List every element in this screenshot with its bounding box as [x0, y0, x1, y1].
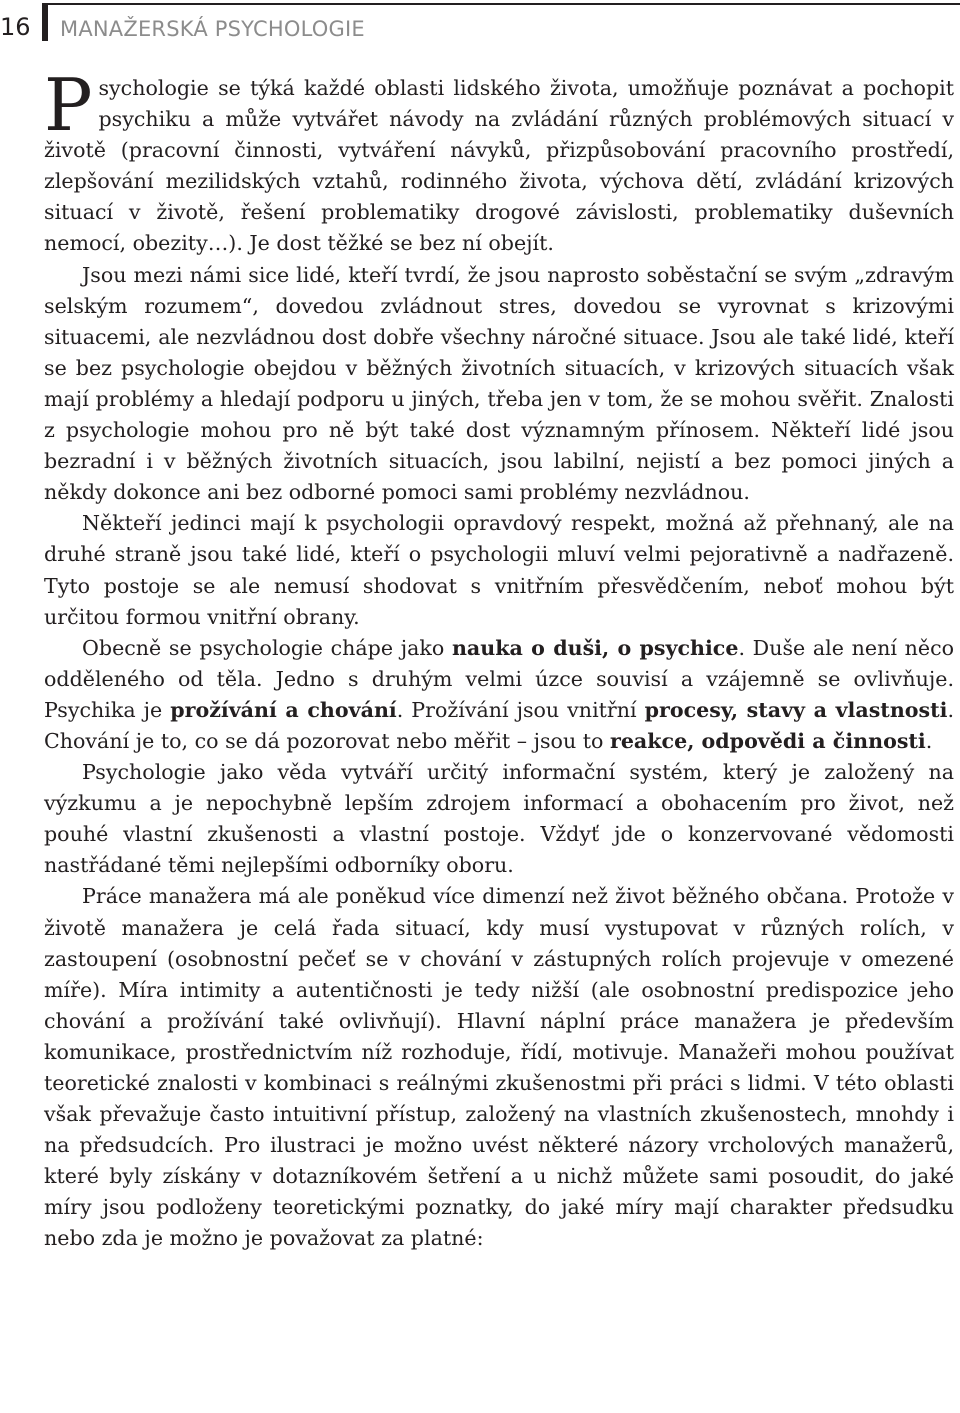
- p4-bold-3: procesy, stavy a vlastnosti: [644, 697, 948, 722]
- paragraph-1-text: sychologie se týká každé oblasti lidského života, umožňuje poznávat a pochopit psychiku a může vytvářet návody na zvládání různých problémových situací v životě (pracovní činnosti, vytváření návyků, přizpůsobování pracovního prostředí, zlepšování mezilidských vztahů, rodinného života, výchova dětí, zvládání krizových situací v životě, řešení problematiky drogové závislosti, problematiky duševních nemocí, obezity…). Je dost těžké se bez ní obejít.: [44, 76, 954, 256]
- drop-cap: P: [44, 63, 93, 147]
- paragraph-5: Psychologie jako věda vytváří určitý informační systém, který je založený na výzkumu a je nepochybně lepším zdrojem informací a obohacením pro život, než pouhé vlastní zkušenosti a vlastní postoje. Vždyť jde o konzervované vědomosti nastřádané těmi nejlepšími odborníky oboru.: [44, 760, 954, 878]
- p4-bold-2: prožívání a chování: [170, 697, 397, 722]
- header-horizontal-rule: [45, 3, 960, 5]
- paragraph-3: Někteří jedinci mají k psychologii opravdový respekt, možná až přehnaný, ale na druhé straně jsou také lidé, kteří o psychologii mluví velmi pejorativně a nadřazeně. Tyto postoje se ale nemusí shodovat s vnitřním přesvědčením, neboť mohou být určitou formou vnitřní obrany.: [44, 511, 954, 629]
- paragraph-6: Práce manažera má ale poněkud více dimenzí než život běžného občana. Protože v životě manažera je celá řada situací, kdy musí vystupovat v různých rolích, v zastoupení (osobnostní pečeť se v chování v zástupných rolích projevuje v omezené míře). Míra intimity a autentičnosti je tedy nižší (ale osobnostní predispozice jeho chování a prožívání také ovlivňují). Hlavní náplní práce manažera je především komunikace, prostřednictvím níž rozhoduje, řídí, motivuje. Manažeři mohou používat teoretické znalosti v kombinaci s reálnými zkušenostmi při práci s lidmi. V této oblasti však převažuje často intuitivní přístup, založený na vlastních zkušenostech, mnohdy i na předsudcích. Pro ilustraci je možno uvést některé názory vrcholových manažerů, které byly získány v dotazníkovém šetření a u nichž můžete sami posoudit, do jaké míry jsou podloženy teoretickými poznatky, do jaké míry mají charakter předsudku nebo zda je možno je považovat za platné:: [44, 884, 954, 1251]
- header-vertical-rule: [42, 3, 48, 41]
- p4-text-5: .: [925, 728, 933, 753]
- p4-bold-4: reakce, odpovědi a činnosti: [609, 728, 926, 753]
- paragraph-4: [44, 633, 954, 757]
- paragraph-2: Jsou mezi námi sice lidé, kteří tvrdí, že jsou naprosto soběstační se svým „zdravým selským rozumem“, dovedou zvládnout stres, dovedou se vyrovnat s krizovými situacemi, ale nezvládnou dost dobře všechny náročné situace. Jsou ale také lidé, kteří se bez psychologie obejdou v běžných životních situacích, v krizových situacích však mají problémy a hledají podporu u jiných, třeba jen v tom, že se mohou svěřit. Znalosti z psychologie mohou pro ně být také dost významným přínosem. Někteří lidé jsou bezradní i v běžných životních situacích, jsou labilní, nejistí a bez pomoci jiných a někdy dokonce ani bez odborné pomoci sami problémy nezvládnou.: [44, 262, 954, 505]
- paragraph-1: [44, 63, 954, 260]
- page-number: 16: [0, 13, 31, 41]
- p4-text-4: . Chování je to, co se dá pozorovat nebo měřit – jsou to: [44, 697, 954, 753]
- running-title: MANAŽERSKÁ PSYCHOLOGIE: [60, 17, 365, 41]
- p4-text-2: . Duše ale není něco odděleného od těla. Jedno s druhým velmi úzce souvisí a vzájemně se ovlivňuje. Psychika je: [44, 635, 955, 722]
- body-text: [44, 63, 955, 1255]
- p4-text-3: . Prožívání jsou vnitřní: [396, 697, 645, 722]
- p4-bold-1: nauka o duši, o psychice: [451, 635, 739, 660]
- page-header: [0, 0, 960, 48]
- p4-text-1: Obecně se psychologie chápe jako: [82, 635, 452, 660]
